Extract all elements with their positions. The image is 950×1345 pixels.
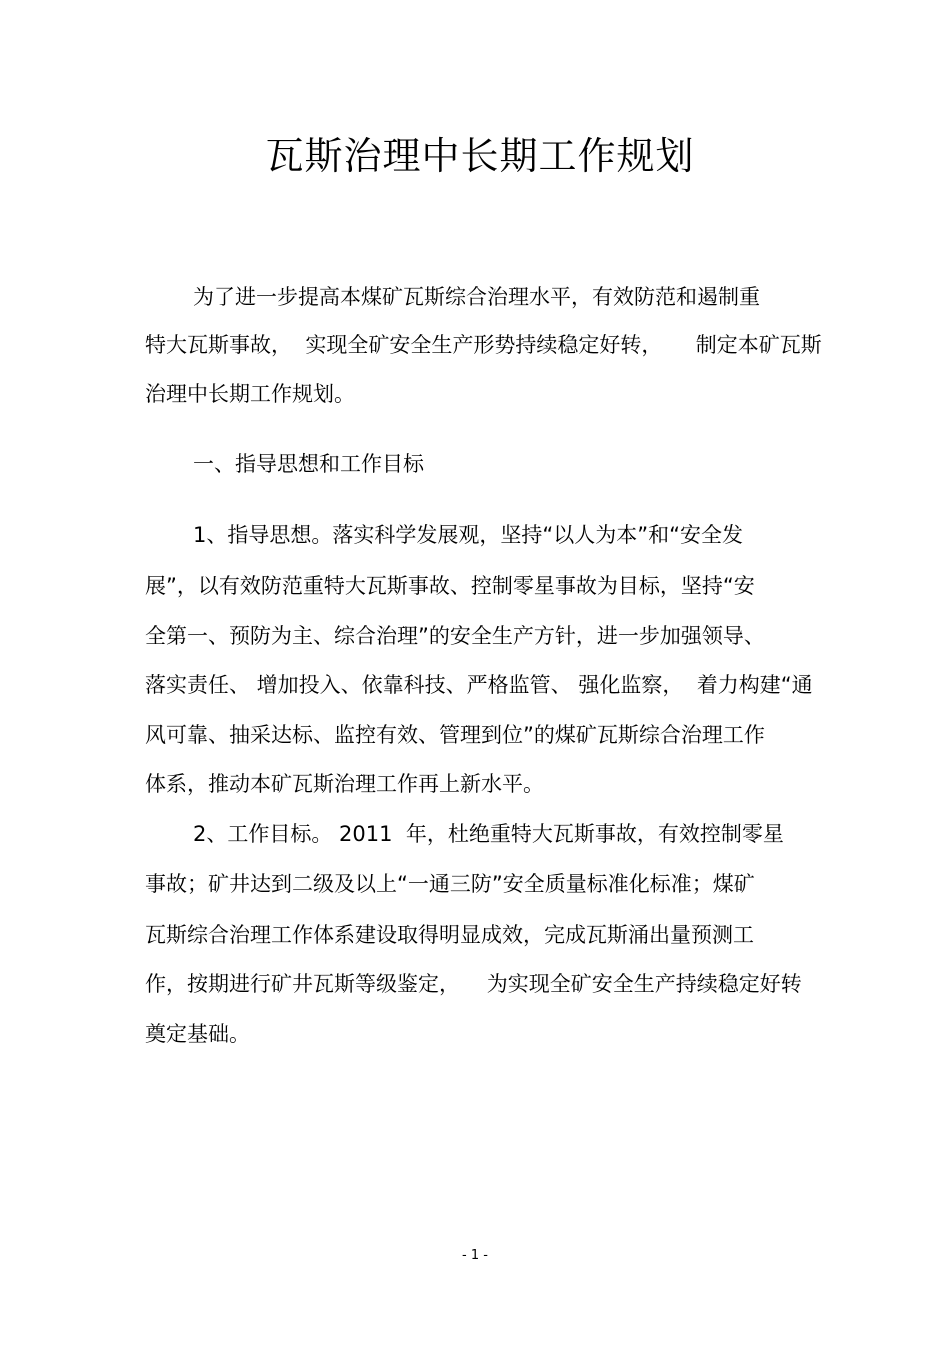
goal-line-3: 瓦斯综合治理工作体系建设取得明显成效，完成瓦斯涌出量预测工 [145,923,754,947]
guideline-line-5: 风可靠、抽采达标、监控有效、管理到位”的煤矿瓦斯综合治理工作 [145,723,765,747]
goal-line-2: 事故；矿井达到二级及以上“一通三防”安全质量标准化标准；煤矿 [145,872,755,896]
guideline-line-2: 展”，以有效防范重特大瓦斯事故、控制零星事故为目标，坚持“安 [145,574,755,598]
goal-line-1: 2、工作目标。 2011 年，杜绝重特大瓦斯事故，有效控制零星 [193,822,784,846]
goal-line-4: 作，按期进行矿井瓦斯等级鉴定， 为实现全矿安全生产持续稳定好转 [145,972,802,996]
intro-line-1: 为了进一步提高本煤矿瓦斯综合治理水平，有效防范和遏制重 [193,285,760,309]
intro-line-3: 治理中长期工作规划。 [145,382,355,406]
guideline-line-1: 1、指导思想。落实科学发展观，坚持“以人为本”和“安全发 [193,523,743,547]
document-title: 瓦斯治理中长期工作规划 [265,134,695,178]
section-heading: 一、指导思想和工作目标 [193,452,424,476]
intro-line-2: 特大瓦斯事故， 实现全矿安全生产形势持续稳定好转， 制定本矿瓦斯 [145,333,822,357]
goal-line-5: 奠定基础。 [145,1022,250,1046]
guideline-line-3: 全第一、预防为主、综合治理”的安全生产方针，进一步加强领导、 [145,624,765,648]
guideline-line-6: 体系，推动本矿瓦斯治理工作再上新水平。 [145,772,544,796]
page-number: - 1 - [462,1248,488,1263]
guideline-line-4: 落实责任、 增加投入、依靠科技、严格监管、 强化监察， 着力构建“通 [145,673,813,697]
